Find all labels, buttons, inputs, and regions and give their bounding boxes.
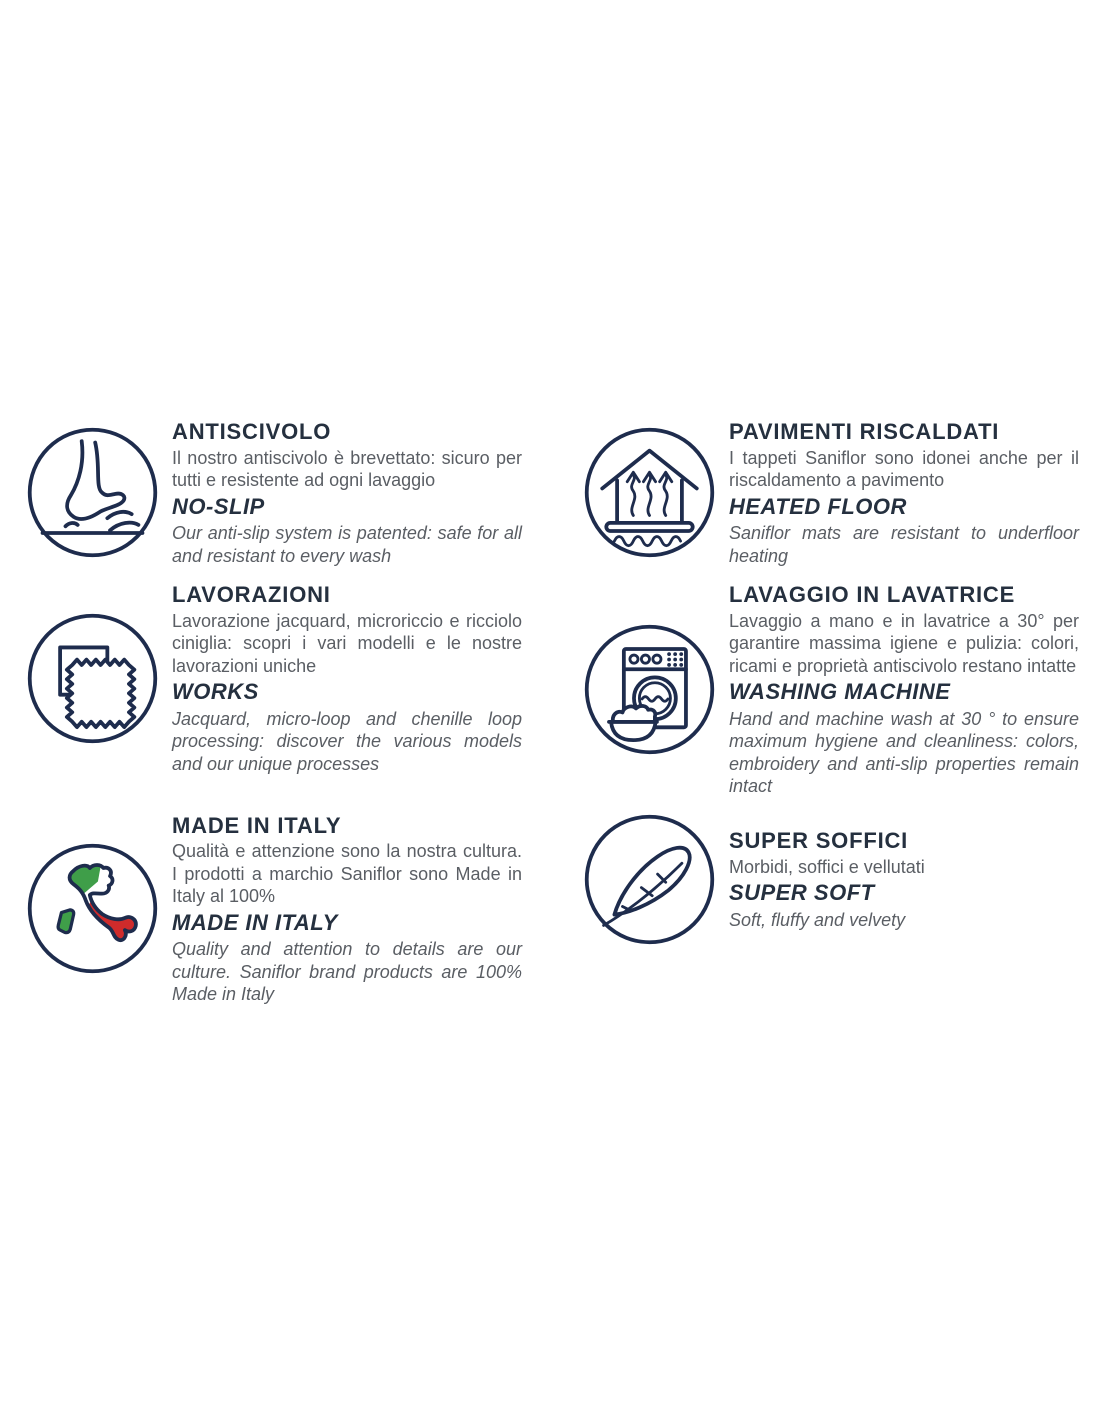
features-grid [25, 418, 1079, 1006]
feature-title-en: SUPER SOFT [729, 880, 875, 906]
feature-texts [729, 827, 1079, 931]
feature-title-en: NO-SLIP [172, 493, 265, 519]
feature-texts [729, 418, 1079, 567]
feature-desc-en: Hand and machine wash at 30 ° to ensure maximum hygiene and cleanliness: colors, embroidery and anti-slip properties remain intact [729, 708, 1079, 797]
washing-machine-icon [582, 622, 717, 757]
feature-desc-it: Lavaggio a mano e in lavatrice a 30° per garantire massima igiene e pulizia: colori, ricami e proprietà antiscivolo restano intatte [729, 610, 1079, 676]
feature-title-it: ANTISCIVOLO [172, 419, 332, 444]
feature-title-it: LAVAGGIO IN LAVATRICE [729, 582, 1016, 608]
feature-texts [172, 581, 522, 775]
feature-desc-it: Lavorazione jacquard, microriccio e ricciolo ciniglia: scopri i vari modelli e le nostre lavorazioni uniche [172, 610, 522, 676]
feature-title-en: MADE IN ITALY [172, 909, 338, 935]
feature-desc-it: Morbidi, soffici e vellutati [729, 856, 925, 877]
feature-desc-en: Saniflor mats are resistant to underfloor heating [729, 523, 1079, 566]
feature-made-in-italy [25, 812, 522, 1006]
feature-desc-it: I tappeti Saniflor sono idonei anche per il riscaldamento a pavimento [729, 447, 1079, 490]
no-slip-icon [25, 425, 160, 560]
feature-desc-it: Qualità e attenzione sono la nostra cultura. I prodotti a marchio Saniflor sono Made in Italy al 100% [172, 841, 522, 907]
feature-title-en: WORKS [172, 679, 259, 705]
feature-pavimenti-riscaldati [582, 418, 1079, 567]
feature-desc-en: Soft, fluffy and velvety [729, 909, 906, 930]
feature-desc-en: Quality and attention to details are our culture. Saniflor brand products are 100% Made in Italy [172, 939, 522, 1005]
feature-title-en: HEATED FLOOR [729, 493, 907, 519]
feature-antiscivolo [25, 418, 522, 567]
feature-texts [172, 812, 522, 1006]
heated-floor-icon [582, 425, 717, 560]
feature-lavorazioni [25, 581, 522, 775]
feather-icon [582, 812, 717, 947]
fabric-works-icon [25, 611, 160, 746]
feature-title-it: SUPER SOFFICI [729, 828, 909, 854]
feature-desc-en: Jacquard, micro-loop and chenille loop processing: discover the various models and our unique processes [172, 708, 522, 774]
feature-title-it: PAVIMENTI RISCALDATI [729, 419, 1000, 444]
feature-texts [172, 418, 522, 567]
feature-super-soffici [582, 812, 1079, 947]
feature-title-en: WASHING MACHINE [729, 679, 951, 705]
italy-map-icon [25, 841, 160, 976]
feature-desc-en: Our anti-slip system is patented: safe for all and resistant to every wash [172, 523, 522, 566]
feature-texts [729, 581, 1079, 798]
feature-desc-it: Il nostro antiscivolo è brevettato: sicuro per tutti e resistente ad ogni lavaggio [172, 447, 522, 490]
feature-lavaggio-in-lavatrice [582, 581, 1079, 798]
feature-title-it: MADE IN ITALY [172, 812, 342, 838]
feature-title-it: LAVORAZIONI [172, 582, 331, 608]
